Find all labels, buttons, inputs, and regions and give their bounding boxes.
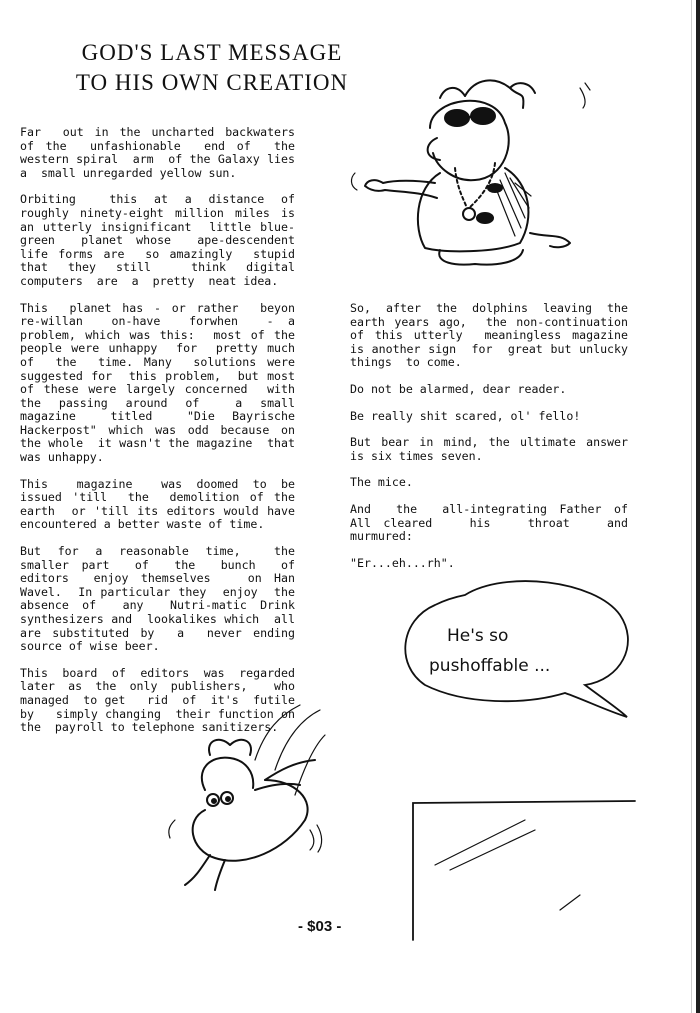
- jumping-creature-illustration: [155, 700, 335, 900]
- comic-panel-frame: [405, 795, 637, 945]
- speech-bubble: [395, 575, 635, 725]
- paragraph: But for a reasonable time, the smaller part of the bunch of editors enjoy themselves on Han Wavel. In particular they enjoy the absence of any Nutri-matic Drink synthesizers and lookalikes which all are substituted by a never ending source of wise beer.: [20, 544, 309, 654]
- title-line-2: TO HIS OWN CREATION: [75, 70, 349, 95]
- paragraph: The mice.: [350, 475, 413, 490]
- page-title: [28, 38, 396, 98]
- paragraph: "Er...eh...rh".: [350, 555, 455, 570]
- paragraph: Do not be alarmed, dear reader.: [350, 381, 567, 396]
- right-text-column: [350, 301, 649, 583]
- paragraph: Be really shit scared, ol' fello!: [350, 408, 581, 423]
- page-edge-line: [691, 0, 692, 1013]
- paragraph: Far out in the uncharted backwaters of the unfashionable end of the western spiral arm of the Galaxy lies a small unregarded yellow sun.: [20, 125, 316, 180]
- speech-bubble-line-2: pushoffable ...: [429, 656, 551, 676]
- left-text-column: [20, 125, 316, 748]
- paragraph: But bear in mind, the ultimate answer is six times seven.: [350, 435, 635, 463]
- paragraph: This magazine was doomed to be issued 'till the demolition of the earth or 'till its editors would have encountered a better waste of time.: [20, 476, 309, 532]
- title-line-1: GOD'S LAST MESSAGE: [81, 40, 343, 65]
- paragraph: And the all-integrating Father of All cleared his throat and murmured:: [350, 501, 649, 544]
- paragraph: So, after the dolphins leaving the earth years ago, the non-continuation of this utterly meaningless magazine is another sign for great but unlucky things to come.: [350, 301, 642, 370]
- paragraph: This board of editors was regarded later as the only publishers, who managed to get rid of it's futile by simply changing their function on the payroll to telephone sanitizers.: [20, 665, 309, 735]
- cartoon-character-illustration: [345, 68, 605, 278]
- speech-bubble-line-1: He's so: [447, 626, 509, 646]
- page-edge-shadow: [696, 0, 700, 1013]
- page-number: - $03 -: [298, 918, 342, 935]
- paragraph: This planet has - or rather beyon re-willan on-have forwhen - a problem, which was this: most of the people were unhappy for pretty much of the time. Many solutions were suggested for this problem, but most of these were largely concerned with the passing around of a small magazine titled "Die Bayrische Hackerpost" which was odd because on the whole it wasn't the magazine that was unhappy.: [20, 300, 309, 465]
- paragraph: Orbiting this at a distance of roughly ninety-eight million miles is an utterly insignificant little blue-green planet whose ape-descendent life forms are so amazingly stupid that they still think digital computers are a pretty neat idea.: [20, 192, 309, 288]
